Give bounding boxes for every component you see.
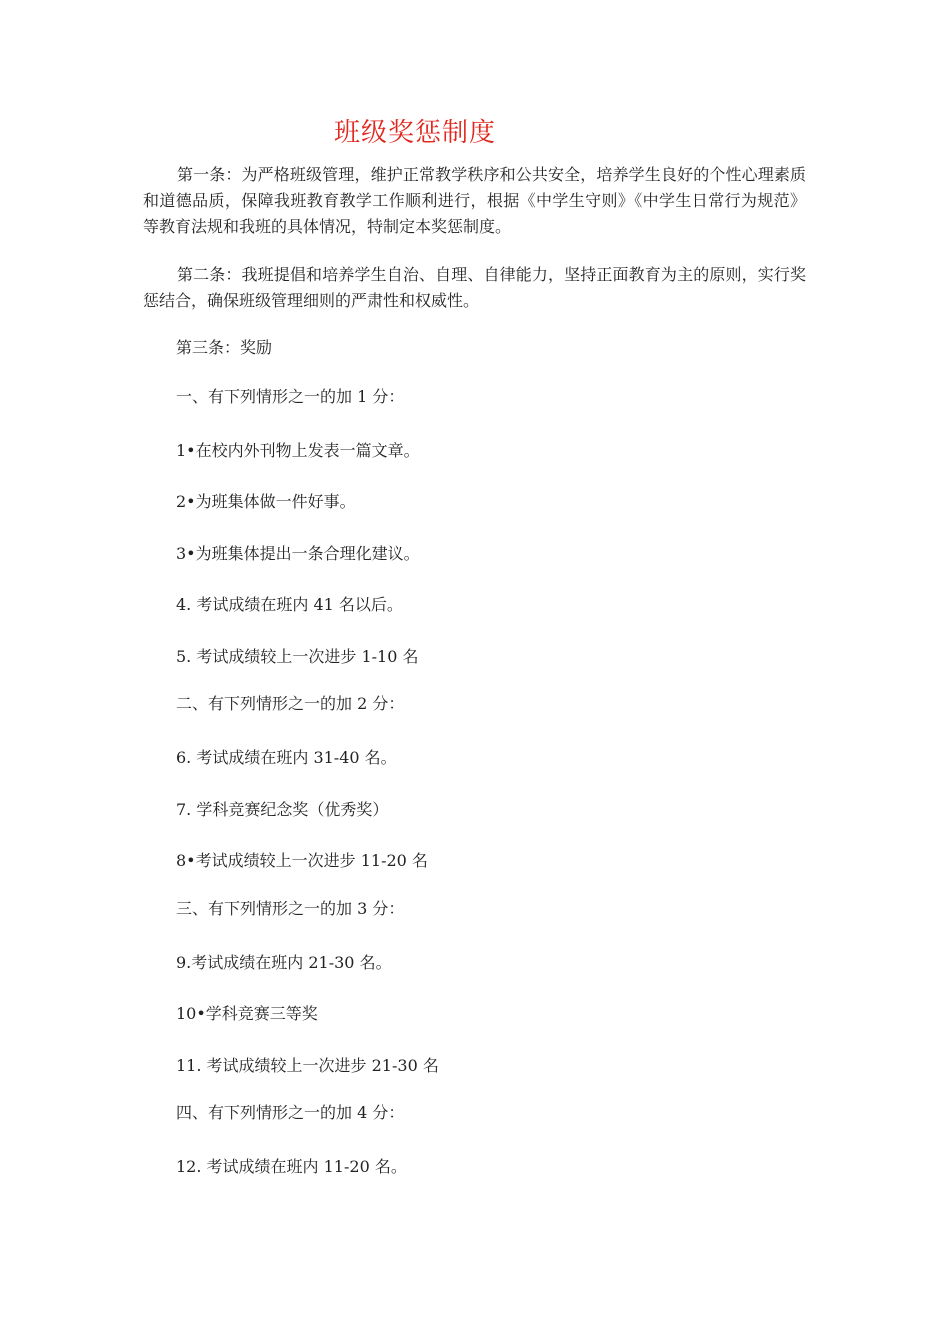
list-item: 2•为班集体做一件好事。: [176, 492, 356, 511]
list-item: 3•为班集体提出一条合理化建议。: [176, 544, 420, 563]
article-3-heading: 第三条：奖励: [176, 338, 273, 357]
list-item: 6. 考试成绩在班内 31-40 名。: [176, 748, 397, 767]
list-item: 8•考试成绩较上一次进步 11-20 名: [176, 851, 428, 870]
list-item: 5. 考试成绩较上一次进步 1-10 名: [176, 647, 419, 666]
list-item: 11. 考试成绩较上一次进步 21-30 名: [176, 1056, 439, 1075]
section-2-heading: 二、有下列情形之一的加 2 分：: [176, 694, 405, 713]
list-item: 9.考试成绩在班内 21-30 名。: [176, 953, 392, 972]
section-4-heading: 四、有下列情形之一的加 4 分：: [176, 1103, 405, 1122]
document-title: 班级奖惩制度: [333, 118, 496, 148]
list-item: 12. 考试成绩在班内 11-20 名。: [176, 1157, 407, 1176]
article-1-paragraph: 第一条：为严格班级管理，维护正常教学秩序和公共安全，培养学生良好的个性心理素质和道德品质，保障我班教育教学工作顺利进行，根据《中学生守则》《中学生日常行为规范》等教育法规和我班的具体情况，特制定本奖惩制度。: [143, 165, 806, 236]
section-3-heading: 三、有下列情形之一的加 3 分：: [176, 899, 405, 918]
list-item: 4. 考试成绩在班内 41 名以后。: [176, 595, 403, 614]
article-2-paragraph: 第二条：我班提倡和培养学生自治、自理、自律能力，坚持正面教育为主的原则，实行奖惩结合，确保班级管理细则的严肃性和权威性。: [143, 265, 806, 310]
list-item: 7. 学科竞赛纪念奖（优秀奖）: [176, 800, 389, 819]
list-item: 10•学科竞赛三等奖: [176, 1004, 318, 1023]
section-1-heading: 一、有下列情形之一的加 1 分：: [176, 387, 405, 406]
list-item: 1•在校内外刊物上发表一篇文章。: [176, 441, 420, 460]
